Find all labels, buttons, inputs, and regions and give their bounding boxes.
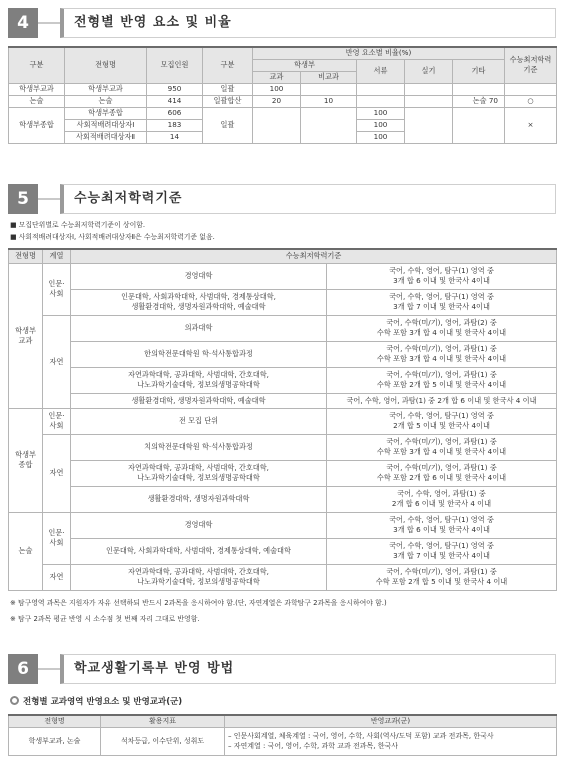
criteria-cell: 국어, 수학(미/기), 영어, 과탐(1) 중 수학 포함 3개 합 4 이내 및 한국사 4이내	[327, 434, 557, 460]
group-label: 논술	[9, 512, 43, 590]
col-ratio: 반영 요소별 비율(%)	[253, 47, 505, 59]
section-title: 전형별 반영 요소 및 비율	[60, 8, 556, 38]
table-row	[9, 83, 557, 95]
cell	[453, 107, 505, 143]
cell	[301, 107, 357, 143]
ratio-table	[8, 46, 557, 144]
csat-table	[8, 248, 557, 591]
col-subjects: 반영교과(군)	[225, 715, 557, 727]
col-criteria: 수능최저학력기준	[71, 249, 557, 263]
unit-cell: 인문대학, 사회과학대학, 사범대학, 경제통상대학, 예술대학	[71, 538, 327, 564]
category-label: 인문· 사회	[43, 512, 71, 564]
col-nonsubj: 비교과	[301, 71, 357, 83]
section-6-header	[8, 654, 556, 684]
unit-cell: 자연과학대학, 공과대학, 사범대학, 간호대학, 나노과학기술대학, 정보의생명공학대학	[71, 367, 327, 393]
col-category: 계열	[43, 249, 71, 263]
section-title: 수능최저학력기준	[60, 184, 556, 214]
table-row	[9, 289, 557, 315]
unit-cell: 생활환경대학, 생명자원과학대학, 예술대학	[71, 393, 327, 408]
table-row	[9, 460, 557, 486]
subsection-label: 전형별 교과영역 반영요소 및 반영교과(군)	[23, 697, 183, 707]
criteria-cell: 국어, 수학(미/기), 영어, 과탐(1) 중 수학 포함 2개 합 6 이내 및 한국사 4이내	[327, 460, 557, 486]
table-row	[9, 538, 557, 564]
cell: 20	[253, 95, 301, 107]
divider	[38, 198, 60, 200]
subsection-title	[10, 695, 182, 707]
criteria-cell: 국어, 수학, 영어, 탐구(1) 영역 중 3개 합 7 이내 및 한국사 4이내	[327, 538, 557, 564]
cell	[505, 83, 557, 95]
cell: 논술	[9, 95, 65, 107]
section-4-header	[8, 8, 556, 38]
section-number: 4	[8, 8, 38, 38]
cell: 100	[357, 131, 405, 143]
col-hsb: 학생부	[253, 59, 357, 71]
divider	[38, 668, 60, 670]
col-csat: 수능최저학력기준	[505, 47, 557, 83]
criteria-cell: 국어, 수학, 영어, 탐구(1) 영역 중 2개 합 5 이내 및 한국사 4이내	[327, 408, 557, 434]
table-row	[9, 315, 557, 341]
table-row	[9, 107, 557, 119]
unit-cell: 치의학전문대학원 학·석사통합과정	[71, 434, 327, 460]
col-indicator: 활용지표	[101, 715, 225, 727]
criteria-cell: 국어, 수학(미/기), 영어, 과탐(1) 중 수학 포함 2개 합 5 이내 및 한국사 4 이내	[327, 564, 557, 590]
unit-cell: 전 모집 단위	[71, 408, 327, 434]
cell: 학생부교과	[65, 83, 147, 95]
cell: ×	[505, 107, 557, 143]
subject-line: – 자연계열 : 국어, 영어, 수학, 과학 교과 전과목, 한국사	[228, 742, 399, 750]
table-row	[9, 408, 557, 434]
cell: ○	[505, 95, 557, 107]
cell: 학생부교과, 논술	[9, 727, 101, 755]
note: ■ 모집단위별로 수능최저학력기준이 상이함.	[10, 221, 146, 229]
school-record-table	[8, 714, 557, 756]
col-doc: 서류	[357, 59, 405, 83]
table-row	[9, 434, 557, 460]
cell: 606	[147, 107, 203, 119]
circle-bullet-icon	[10, 696, 19, 705]
criteria-cell: 국어, 수학, 영어, 탐구(1) 영역 중 3개 합 7 이내 및 한국사 4이내	[327, 289, 557, 315]
criteria-cell: 국어, 수학, 영어, 탐구(1) 영역 중 3개 합 6 이내 및 한국사 4이내	[327, 263, 557, 289]
section-number: 5	[8, 184, 38, 214]
cell: 논술	[65, 95, 147, 107]
col-gubun2: 구분	[203, 47, 253, 83]
unit-cell: 자연과학대학, 공과대학, 사범대학, 간호대학, 나노과학기술대학, 정보의생명공학대학	[71, 564, 327, 590]
footnote: ※ 탐구영역 과목은 지원자가 자유 선택하되 반드시 2과목을 응시하여야 함.(단, 자연계열은 과학탐구 2과목을 응시하여야 함.)	[10, 599, 387, 607]
table-row	[9, 486, 557, 512]
cell: 100	[253, 83, 301, 95]
cell	[357, 83, 405, 95]
unit-cell: 인문대학, 사회과학대학, 사범대학, 경제통상대학, 생활환경대학, 생명자원과학대학, 예술대학	[71, 289, 327, 315]
csat-footnotes	[10, 597, 387, 625]
section-5-header	[8, 184, 556, 214]
cell: 사회적배려대상자Ⅰ	[65, 119, 147, 131]
category-label: 인문· 사회	[43, 408, 71, 434]
cell	[357, 95, 405, 107]
cell: 학생부종합	[9, 107, 65, 143]
cell	[453, 83, 505, 95]
criteria-cell: 국어, 수학, 영어, 과탐(1) 중 2개 합 6 이내 및 한국사 4 이내	[327, 486, 557, 512]
cell: 일괄합산	[203, 95, 253, 107]
section-title: 학교생활기록부 반영 방법	[60, 654, 556, 684]
subject-line: – 인문사회계열, 체육계열 : 국어, 영어, 수학, 사회(역사/도덕 포함) 교과 전과목, 한국사	[228, 732, 494, 740]
unit-cell: 자연과학대학, 공과대학, 사범대학, 간호대학, 나노과학기술대학, 정보의생명공학대학	[71, 460, 327, 486]
cell: 100	[357, 119, 405, 131]
col-name: 전형명	[9, 249, 43, 263]
cell: 사회적배려대상자Ⅱ	[65, 131, 147, 143]
cell: 논술 70	[453, 95, 505, 107]
section-number: 6	[8, 654, 38, 684]
cell: 10	[301, 95, 357, 107]
cell	[253, 107, 301, 143]
criteria-cell: 국어, 수학(미/기), 영어, 과탐(1) 중 수학 포함 3개 합 4 이내 및 한국사 4이내	[327, 341, 557, 367]
col-gubun: 구분	[9, 47, 65, 83]
unit-cell: 경영대학	[71, 263, 327, 289]
cell	[225, 727, 557, 755]
table-row	[9, 95, 557, 107]
criteria-cell: 국어, 수학(미/기), 영어, 과탐(2) 중 수학 포함 3개 합 4 이내 및 한국사 4이내	[327, 315, 557, 341]
table-row	[9, 341, 557, 367]
section-5-notes	[10, 219, 215, 243]
group-label: 학생부 종합	[9, 408, 43, 512]
table-row	[9, 263, 557, 289]
unit-cell: 의과대학	[71, 315, 327, 341]
note: ■ 사회적배려대상자Ⅰ, 사회적배려대상자Ⅱ은 수능최저학력기준 없음.	[10, 233, 215, 241]
unit-cell: 경영대학	[71, 512, 327, 538]
cell	[301, 83, 357, 95]
cell: 100	[357, 107, 405, 119]
cell: 학생부교과	[9, 83, 65, 95]
category-label: 자연	[43, 434, 71, 512]
cell	[405, 95, 453, 107]
cell: 183	[147, 119, 203, 131]
cell: 950	[147, 83, 203, 95]
cell	[405, 107, 453, 143]
table-row	[9, 393, 557, 408]
col-name: 전형명	[9, 715, 101, 727]
cell: 일괄	[203, 83, 253, 95]
criteria-cell: 국어, 수학, 영어, 과탐(1) 중 2개 합 6 이내 및 한국사 4 이내	[327, 393, 557, 408]
col-etc: 기타	[453, 59, 505, 83]
col-subj: 교과	[253, 71, 301, 83]
cell: 석차등급, 이수단위, 성취도	[101, 727, 225, 755]
col-count: 모집인원	[147, 47, 203, 83]
divider	[38, 22, 60, 24]
col-name: 전형명	[65, 47, 147, 83]
unit-cell: 한의학전문대학원 학·석사통합과정	[71, 341, 327, 367]
table-row	[9, 727, 557, 755]
cell: 일괄	[203, 107, 253, 143]
footnote: ※ 탐구 2과목 평균 반영 시 소수점 첫 번째 자리 그대로 반영함.	[10, 615, 200, 623]
cell: 학생부종합	[65, 107, 147, 119]
unit-cell: 생활환경대학, 생명자원과학대학	[71, 486, 327, 512]
table-row	[9, 564, 557, 590]
table-row	[9, 512, 557, 538]
category-label: 인문· 사회	[43, 263, 71, 315]
cell: 414	[147, 95, 203, 107]
cell	[405, 83, 453, 95]
criteria-cell: 국어, 수학(미/기), 영어, 과탐(1) 중 수학 포함 2개 합 5 이내 및 한국사 4이내	[327, 367, 557, 393]
col-prac: 실기	[405, 59, 453, 83]
group-label: 학생부 교과	[9, 263, 43, 408]
table-row	[9, 367, 557, 393]
criteria-cell: 국어, 수학, 영어, 탐구(1) 영역 중 3개 합 6 이내 및 한국사 4이내	[327, 512, 557, 538]
category-label: 자연	[43, 564, 71, 590]
category-label: 자연	[43, 315, 71, 408]
cell: 14	[147, 131, 203, 143]
